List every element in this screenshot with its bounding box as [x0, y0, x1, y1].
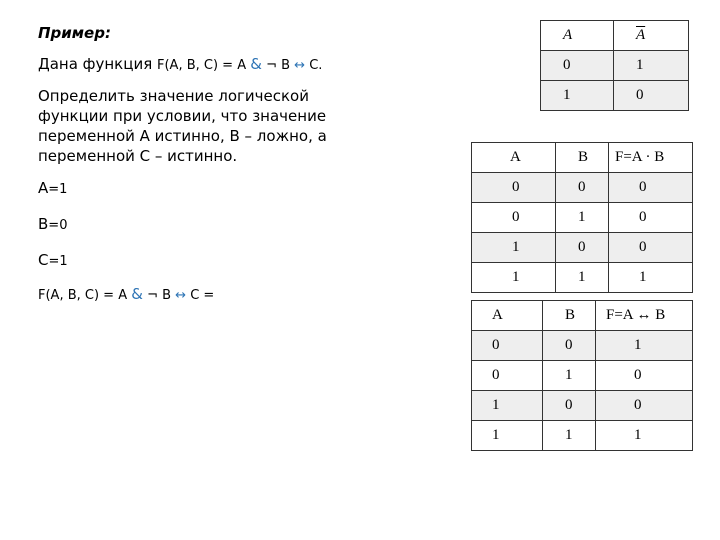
given-prefix: Дана функция [38, 55, 157, 73]
table-row [541, 51, 689, 81]
table-and [471, 142, 693, 293]
table-cell: 1 [472, 421, 543, 451]
task-statement: Определить значение логической функции при условии, что значение переменной A истинно, B – ложно, а переменной C – истинно. [38, 87, 327, 165]
given-statement [38, 54, 358, 76]
table-row [472, 203, 693, 233]
table-cell: 1 [472, 233, 556, 263]
table-and-header-a: A [472, 143, 556, 173]
table-row [472, 173, 693, 203]
table-equiv-header-row [472, 301, 693, 331]
table-row [472, 233, 693, 263]
table-cell: 0 [472, 361, 543, 391]
result-formula [38, 284, 358, 306]
example-text-block [38, 24, 358, 316]
table-not-header-a: A [541, 21, 614, 51]
var-b-name: В [38, 215, 49, 233]
result-formula-b: ¬ B [142, 288, 176, 303]
table-cell: 0 [472, 173, 556, 203]
table-cell: 0 [556, 233, 609, 263]
var-a-name: А [38, 179, 49, 197]
var-c [38, 250, 358, 272]
table-cell: 0 [609, 173, 693, 203]
table-cell: 1 [543, 361, 596, 391]
table-equiv-header-a: A [472, 301, 543, 331]
table-cell: 1 [543, 421, 596, 451]
table-not [540, 20, 689, 111]
given-formula-b: ¬ B [261, 58, 295, 73]
table-row [472, 421, 693, 451]
var-a [38, 178, 358, 200]
var-c-name: С [38, 251, 49, 269]
var-b-value: =0 [48, 218, 68, 233]
table-cell: 1 [556, 263, 609, 293]
table-not-header-row [541, 21, 689, 51]
table-cell: 0 [609, 203, 693, 233]
table-not-header-not-a-label: $\overline{A}$ [636, 27, 646, 43]
table-row [472, 263, 693, 293]
table-row [472, 331, 693, 361]
table-cell: 0 [609, 233, 693, 263]
example-title: Пример: [38, 24, 111, 42]
table-row [472, 391, 693, 421]
table-cell: 0 [614, 81, 689, 111]
table-cell: 1 [614, 51, 689, 81]
given-equiv-symbol: ↔ [294, 58, 306, 73]
table-cell: 0 [472, 331, 543, 361]
table-equiv-header-f: F=A ↔ B [596, 301, 693, 331]
table-cell: 0 [541, 51, 614, 81]
table-cell: 0 [543, 391, 596, 421]
given-formula-c: C. [305, 58, 323, 73]
result-and-symbol: & [131, 285, 143, 303]
given-formula-a: F(A, B, C) = A [157, 58, 251, 73]
result-formula-c: C = [186, 288, 215, 303]
var-c-value: =1 [48, 254, 68, 269]
table-and-header-row [472, 143, 693, 173]
table-cell: 0 [556, 173, 609, 203]
table-cell: 1 [556, 203, 609, 233]
table-equiv [471, 300, 693, 451]
given-and-symbol: & [250, 55, 262, 73]
table-cell: 1 [596, 331, 693, 361]
table-and-header-b: B [556, 143, 609, 173]
var-b [38, 214, 358, 236]
table-equiv-header-b: B [543, 301, 596, 331]
result-formula-a: F(A, B, C) = A [38, 288, 132, 303]
table-cell: 0 [596, 391, 693, 421]
table-cell: 1 [609, 263, 693, 293]
table-cell: 1 [472, 391, 543, 421]
table-cell: 1 [472, 263, 556, 293]
table-cell: 0 [596, 361, 693, 391]
table-cell: 1 [541, 81, 614, 111]
result-equiv-symbol: ↔ [175, 288, 187, 303]
var-a-value: =1 [48, 182, 68, 197]
table-cell: 1 [596, 421, 693, 451]
table-row [472, 361, 693, 391]
table-and-header-f: F=A · B [609, 143, 693, 173]
table-not-header-not-a [614, 21, 689, 51]
table-cell: 0 [472, 203, 556, 233]
table-row [541, 81, 689, 111]
table-cell: 0 [543, 331, 596, 361]
